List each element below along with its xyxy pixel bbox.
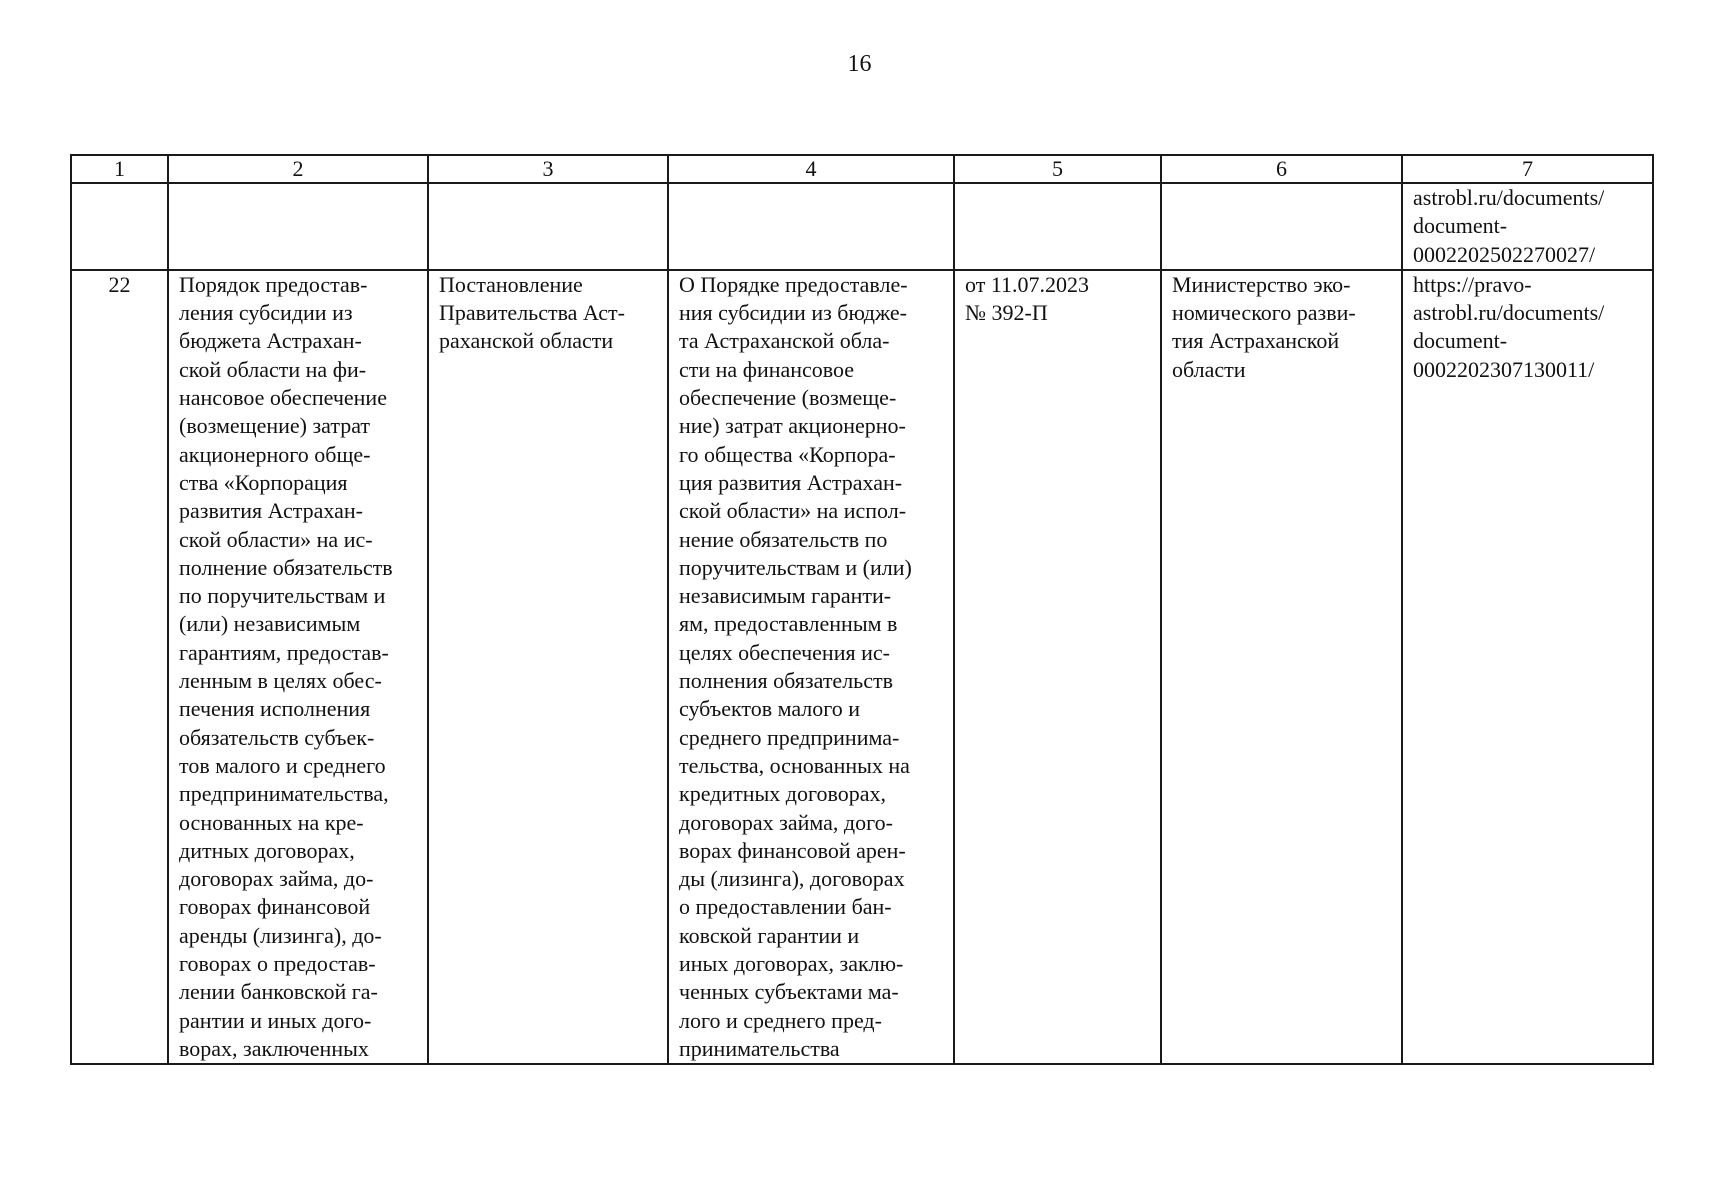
cell-text-line: основанных на кре- bbox=[179, 809, 364, 835]
cell-text-line: 0002202307130011/ bbox=[1413, 356, 1595, 382]
cell-text-line: по поручительствам и bbox=[179, 583, 386, 609]
cell-text-line: нансовое обеспечение bbox=[179, 385, 387, 411]
cell-text-line: субъектов малого и bbox=[679, 696, 861, 722]
cell-text-line: гарантиям, предостав- bbox=[179, 639, 389, 665]
cell-text-line: полнение обязательств bbox=[179, 554, 393, 580]
cell-text-line: акционерного обще- bbox=[179, 441, 371, 467]
responsible-authority-cell bbox=[1161, 270, 1402, 1064]
cell-text-line: ковской гарантии и bbox=[679, 922, 860, 948]
cell-text-line: договорах займа, до- bbox=[179, 866, 374, 892]
continuation-cell-3 bbox=[428, 183, 668, 270]
continuation-link-line: 0002202502270027/ bbox=[1413, 241, 1596, 267]
cell-text-line: ства «Корпорация bbox=[179, 469, 348, 495]
continuation-cell-6 bbox=[1161, 183, 1402, 270]
cell-text-line: рантии и иных дого- bbox=[179, 1007, 372, 1033]
continuation-cell-4 bbox=[668, 183, 954, 270]
continuation-link-cell bbox=[1402, 183, 1653, 270]
column-header-5: 5 bbox=[954, 155, 1161, 183]
continuation-link-line: astrobl.ru/documents/ bbox=[1413, 185, 1605, 210]
cell-text-line: ние) затрат акционерно- bbox=[679, 413, 906, 439]
column-header-6: 6 bbox=[1161, 155, 1402, 183]
cell-text-line: дитных договорах, bbox=[179, 837, 355, 863]
continuation-row bbox=[71, 183, 1653, 270]
cell-text-line: обязательств субъек- bbox=[179, 724, 375, 750]
document-title-cell bbox=[668, 270, 954, 1064]
continuation-cell-2 bbox=[168, 183, 428, 270]
cell-text-line: области bbox=[1172, 356, 1246, 382]
cell-text-line: ской области» на испол- bbox=[679, 498, 907, 524]
cell-text-line: принимательства bbox=[679, 1035, 840, 1061]
cell-text-line: аренды (лизинга), до- bbox=[179, 922, 382, 948]
cell-text-line: тельства, основанных на bbox=[679, 752, 910, 778]
cell-text-line: говорах финансовой bbox=[179, 894, 371, 920]
cell-text-line: ды (лизинга), договорах bbox=[679, 866, 905, 892]
cell-text-line: лении банковской га- bbox=[179, 979, 378, 1005]
continuation-cell-1 bbox=[71, 183, 168, 270]
document-table bbox=[70, 154, 1654, 1065]
cell-text-line: кредитных договорах, bbox=[679, 781, 886, 807]
cell-text-line: тов малого и среднего bbox=[179, 752, 386, 778]
cell-text-line: обеспечение (возмеще- bbox=[679, 385, 897, 411]
cell-text-line: лого и среднего пред- bbox=[679, 1007, 882, 1033]
cell-text-line: поручительствам и (или) bbox=[679, 554, 912, 580]
cell-text-line: независимым гаранти- bbox=[679, 583, 892, 609]
cell-text-line: ской области на фи- bbox=[179, 356, 367, 382]
cell-text-line: https://pravo- bbox=[1413, 271, 1532, 297]
cell-text-line: целях обеспечения ис- bbox=[679, 639, 890, 665]
cell-text-line: document- bbox=[1413, 328, 1508, 354]
cell-text-line: нение обязательств по bbox=[679, 526, 888, 552]
cell-text-line: печения исполнения bbox=[179, 696, 371, 722]
cell-text-line: Порядок предостав- bbox=[179, 271, 368, 297]
document-type-cell bbox=[428, 270, 668, 1064]
cell-text-line: ской области» на ис- bbox=[179, 526, 373, 552]
column-header-1: 1 bbox=[71, 155, 168, 183]
cell-text-line: № 392-П bbox=[965, 300, 1048, 326]
column-header-row bbox=[71, 155, 1653, 183]
column-header-7: 7 bbox=[1402, 155, 1653, 183]
document-link-cell bbox=[1402, 270, 1653, 1064]
page-number: 16 bbox=[847, 51, 872, 77]
column-header-4: 4 bbox=[668, 155, 954, 183]
cell-text-line: иных договорах, заклю- bbox=[679, 951, 904, 977]
cell-text-line: ция развития Астрахан- bbox=[679, 469, 903, 495]
cell-text-line: бюджета Астрахан- bbox=[179, 328, 362, 354]
cell-text-line: развития Астрахан- bbox=[179, 498, 363, 524]
cell-text-line: Правительства Аст- bbox=[439, 300, 625, 326]
cell-text-line: среднего предпринима- bbox=[679, 724, 900, 750]
cell-text-line: тия Астраханской bbox=[1172, 328, 1340, 354]
cell-text-line: ченных субъектами ма- bbox=[679, 979, 899, 1005]
cell-text-line: ния субсидии из бюдже- bbox=[679, 300, 907, 326]
cell-text-line: полнения обязательств bbox=[679, 668, 893, 694]
cell-text-line: ворах, заключенных bbox=[179, 1035, 369, 1061]
document-date-number-cell bbox=[954, 270, 1161, 1064]
cell-text-line: о предоставлении бан- bbox=[679, 894, 892, 920]
cell-text-line: ям, предоставленным в bbox=[679, 611, 898, 637]
cell-text-line: сти на финансовое bbox=[679, 356, 855, 382]
cell-text-line: говорах о предостав- bbox=[179, 951, 376, 977]
cell-text-line: О Порядке предоставле- bbox=[679, 271, 908, 297]
cell-text-line: та Астраханской обла- bbox=[679, 328, 890, 354]
cell-text-line: Постановление bbox=[439, 271, 583, 297]
table-row bbox=[71, 270, 1653, 1064]
cell-text-line: ворах финансовой арен- bbox=[679, 837, 906, 863]
column-header-3: 3 bbox=[428, 155, 668, 183]
cell-text-line: astrobl.ru/documents/ bbox=[1413, 300, 1605, 326]
cell-text-line: договорах займа, дого- bbox=[679, 809, 893, 835]
row-number: 22 bbox=[71, 270, 168, 1064]
cell-text-line: ленным в целях обес- bbox=[179, 668, 382, 694]
cell-text-line: (или) независимым bbox=[179, 611, 361, 637]
cell-text-line: Министерство эко- bbox=[1172, 271, 1351, 297]
cell-text-line: ления субсидии из bbox=[179, 300, 353, 326]
cell-text-line: предпринимательства, bbox=[179, 781, 389, 807]
document-name-cell bbox=[168, 270, 428, 1064]
continuation-cell-5 bbox=[954, 183, 1161, 270]
cell-text-line: раханской области bbox=[439, 328, 614, 354]
column-header-2: 2 bbox=[168, 155, 428, 183]
cell-text-line: (возмещение) затрат bbox=[179, 413, 371, 439]
cell-text-line: номического разви- bbox=[1172, 300, 1356, 326]
cell-text-line: от 11.07.2023 bbox=[965, 271, 1090, 297]
cell-text-line: го общества «Корпора- bbox=[679, 441, 896, 467]
continuation-link-line: document- bbox=[1413, 213, 1508, 239]
